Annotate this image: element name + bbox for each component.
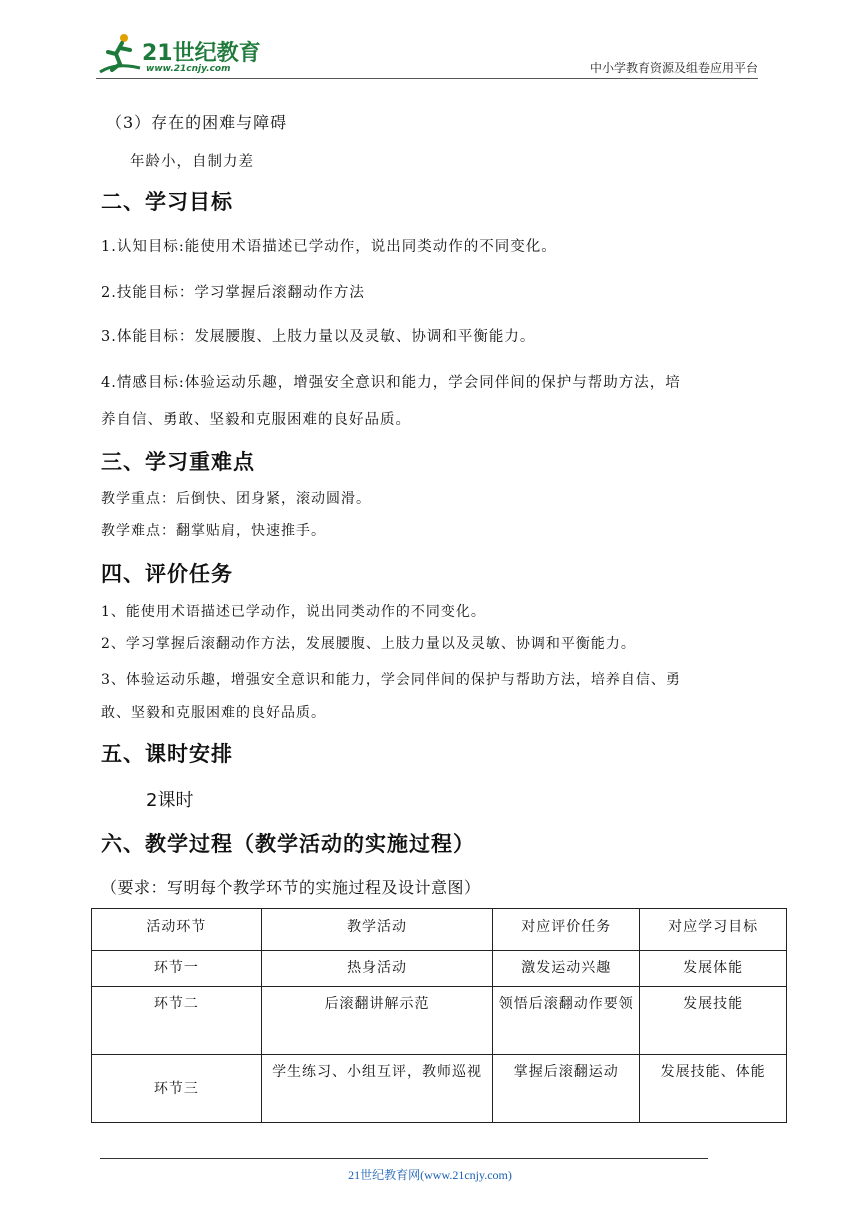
evaluation-item-continued: 敢、坚毅和克服困难的良好品质。 [101,705,326,721]
section-title-key-points: 三、学习重难点 [101,450,255,474]
table-row [92,987,787,1055]
difficulty-text: 年龄小，自制力差 [130,154,254,170]
section-title-goals: 二、学习目标 [101,190,233,214]
goal-item: 3.体能目标：发展腰腹、上肢力量以及灵敏、协调和平衡能力。 [101,329,536,345]
process-note: （要求：写明每个教学环节的实施过程及设计意图） [101,878,481,897]
platform-name: 中小学教育资源及组卷应用平台 [589,61,758,75]
class-hours: 2课时 [146,790,194,811]
goal-cell: 发展体能 [640,951,787,987]
logo-text: 21世纪教育 [142,41,261,66]
task-cell: 激发运动兴趣 [493,951,640,987]
table-header-row [92,909,787,951]
column-header: 对应学习目标 [640,909,787,951]
goal-item: 1.认知目标:能使用术语描述已学动作，说出同类动作的不同变化。 [101,239,557,255]
table-row [92,951,787,987]
difficulty-heading: （3）存在的困难与障碍 [106,113,288,132]
goal-item-continued: 养自信、勇敢、坚毅和克服困难的良好品质。 [101,412,411,428]
task-cell: 掌握后滚翻运动 [493,1055,640,1123]
activity-cell: 热身活动 [261,951,493,987]
evaluation-item: 1、能使用术语描述已学动作，说出同类动作的不同变化。 [101,604,486,620]
difficult-point: 教学难点：翻掌贴肩，快速推手。 [101,523,326,539]
task-cell: 领悟后滚翻动作要领 [493,987,640,1055]
runner-logo-icon [96,32,144,76]
logo-url: www.21cnjy.com [146,64,231,74]
footer-link[interactable]: 21世纪教育网(www.21cnjy.com) [348,1168,512,1182]
section-title-process: 六、教学过程（教学活动的实施过程） [101,832,475,856]
header-divider [96,78,758,79]
stage-cell: 环节二 [92,987,262,1055]
section-title-evaluation: 四、评价任务 [101,562,233,586]
table-row [92,1055,787,1123]
goal-item: 4.情感目标:体验运动乐趣，增强安全意识和能力，学会同伴间的保护与帮助方法，培 [101,375,681,391]
stage-cell: 环节三 [92,1055,262,1123]
goal-item: 2.技能目标：学习掌握后滚翻动作方法 [101,285,365,301]
stage-cell: 环节一 [92,951,262,987]
evaluation-item: 3、体验运动乐趣，增强安全意识和能力，学会同伴间的保护与帮助方法，培养自信、勇 [101,672,681,688]
page-header [96,28,758,78]
column-header: 活动环节 [92,909,262,951]
key-point: 教学重点：后倒快、团身紧，滚动圆滑。 [101,491,371,507]
activity-cell: 学生练习、小组互评，教师巡视 [261,1055,493,1123]
activity-cell: 后滚翻讲解示范 [261,987,493,1055]
column-header: 对应评价任务 [493,909,640,951]
lesson-table [91,908,787,1123]
goal-cell: 发展技能、体能 [640,1055,787,1123]
footer-divider [100,1158,708,1159]
column-header: 教学活动 [261,909,493,951]
goal-cell: 发展技能 [640,987,787,1055]
evaluation-item: 2、学习掌握后滚翻动作方法，发展腰腹、上肢力量以及灵敏、协调和平衡能力。 [101,636,636,652]
logo [96,32,296,76]
section-title-schedule: 五、课时安排 [101,742,233,766]
